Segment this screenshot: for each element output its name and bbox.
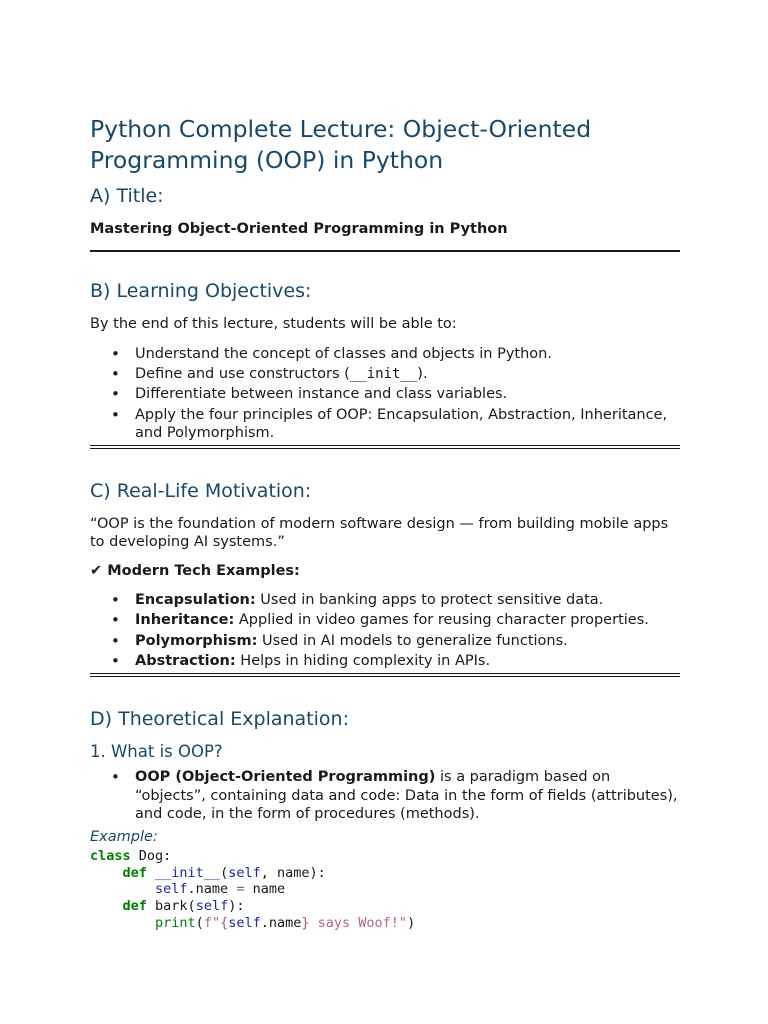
section-a-heading: A) Title: [90,185,164,207]
section-d-heading: D) Theoretical Explanation: [90,708,349,730]
list-item: • Inheritance: Applied in video games for reusing character properties. [90,611,680,630]
inline-code: __init__ [349,366,418,383]
section-c-heading: C) Real-Life Motivation: [90,480,312,503]
examples-list [90,591,680,670]
section-b-heading: B) Learning Objectives: [90,280,312,302]
objectives-intro: By the end of this lecture, students will be able to: [90,316,457,332]
motivation-quote: “OOP is the foundation of modern software design — from building mobile apps to developing AI systems.” [90,516,669,551]
document-title: Python Complete Lecture: Object-Oriented Programming (OOP) in Python [90,115,592,174]
subsection-heading: 1. What is OOP? [90,742,223,761]
list-item: • Polymorphism: Used in AI models to generalize functions. [90,632,680,651]
example-label: Example: [90,829,158,846]
document-content [90,114,680,931]
code-block: class Dog: def __init__(self, name): self.name = name def bark(self): print(f"{self.name} says Woof!") [90,848,416,931]
examples-label: ✔ Modern Tech Examples: [90,563,300,580]
list-item: • Abstraction: Helps in hiding complexity in APIs. [90,652,680,671]
list-item: • Encapsulation: Used in banking apps to protect sensitive data. [90,591,680,610]
objectives-list [90,345,680,443]
list-item: • Define and use constructors (__init__). [90,365,680,384]
oop-definition-list [90,768,680,824]
list-item: • OOP (Object-Oriented Programming) is a paradigm based on “objects”, containing data and code: Data in the form of fields (attributes), and code, in the form of procedures (methods). [90,768,680,824]
list-item: • Differentiate between instance and class variables. [90,385,680,404]
list-item: • Apply the four principles of OOP: Encapsulation, Abstraction, Inheritance, and Polymorphism. [90,406,680,443]
list-item: • Understand the concept of classes and objects in Python. [90,345,680,364]
lecture-title-text: Mastering Object-Oriented Programming in Python [90,221,508,237]
